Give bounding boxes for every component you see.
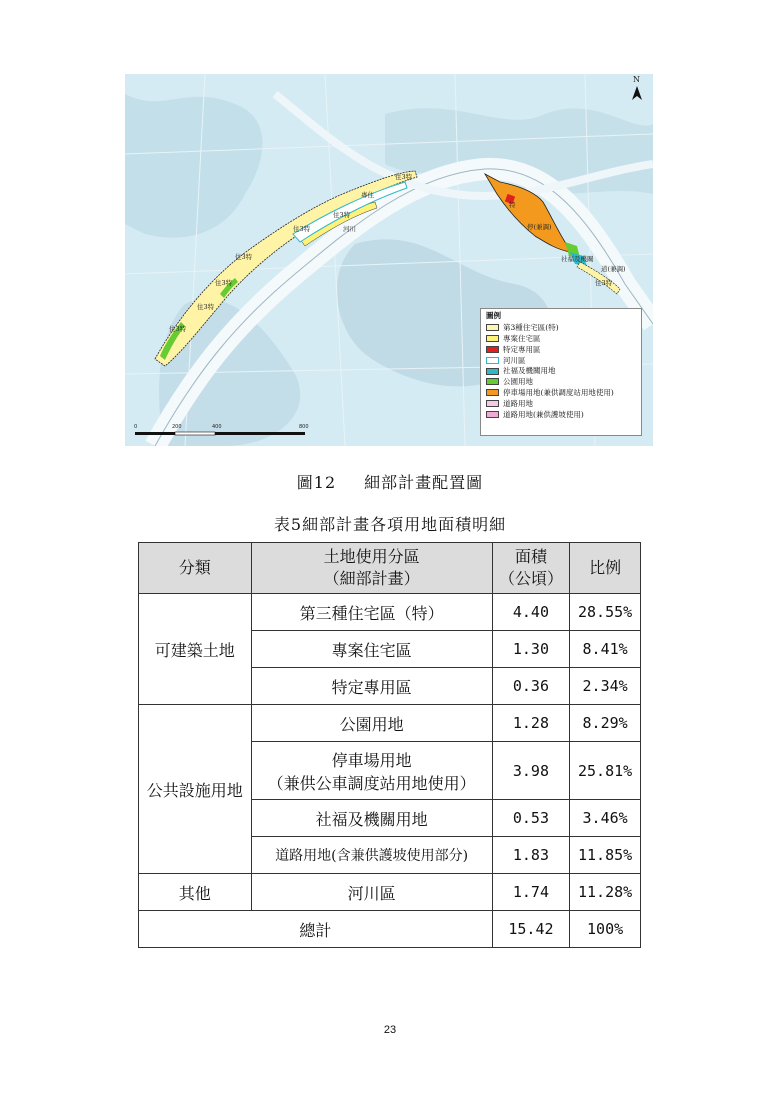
map-zone-label: 道(兼調) (601, 265, 626, 273)
legend-label: 特定專用區 (503, 344, 541, 354)
header-area-line2: （公頃） (498, 569, 563, 588)
total-label: 總計 (139, 911, 493, 948)
area-cell: 0.36 (492, 668, 570, 705)
total-area: 15.42 (492, 911, 570, 948)
map-zone-label: 住3特 (293, 225, 311, 233)
legend-label: 專案住宅區 (503, 333, 541, 343)
ratio-cell: 11.28% (570, 874, 641, 911)
figure-number: 圖12 (296, 473, 337, 492)
zone-cell: 社福及機關用地 (251, 800, 492, 837)
table-row (139, 874, 641, 911)
header-area-line1: 面積 (514, 547, 547, 566)
map-zone-label: 住3特 (235, 253, 253, 261)
ratio-cell: 8.29% (570, 705, 641, 742)
ratio-cell: 28.55% (570, 594, 641, 631)
map-zone-label: 社福及機關 (561, 255, 594, 263)
map-zone-label: 河川 (343, 225, 356, 233)
legend-item (486, 355, 636, 366)
legend-item (486, 366, 636, 377)
map-zone-label: 住3特 (395, 173, 413, 181)
legend-item (486, 333, 636, 344)
category-cell: 可建築土地 (139, 594, 252, 705)
area-cell: 1.30 (492, 631, 570, 668)
scale-label: 0 (134, 424, 138, 430)
legend-swatch (486, 346, 499, 353)
legend-swatch (486, 378, 499, 385)
map-zone-label: 專住 (361, 191, 374, 199)
ratio-cell: 2.34% (570, 668, 641, 705)
zone-line2: （兼供公車調度站用地使用） (267, 773, 476, 793)
north-label: N (633, 75, 640, 84)
ratio-cell: 8.41% (570, 631, 641, 668)
page-number: 23 (383, 1024, 397, 1036)
table-row (139, 705, 641, 742)
total-ratio: 100% (570, 911, 641, 948)
zone-cell: 河川區 (251, 874, 492, 911)
map-zone-label: 住3特 (169, 325, 187, 333)
legend-item (486, 323, 636, 334)
legend-swatch (486, 335, 499, 342)
table-row (139, 594, 641, 631)
legend-item (486, 409, 636, 420)
ratio-cell: 3.46% (570, 800, 641, 837)
header-zone-line2: （細部計畫） (323, 569, 420, 588)
legend-swatch (486, 324, 499, 331)
header-ratio: 比例 (570, 543, 641, 594)
zone-cell: 專案住宅區 (251, 631, 492, 668)
area-cell: 1.28 (492, 705, 570, 742)
ratio-cell: 25.81% (570, 742, 641, 800)
map-zone-label: 停(兼調) (527, 223, 552, 231)
legend-item (486, 387, 636, 398)
legend-label: 停車場用地(兼供調度站用地使用) (503, 387, 614, 397)
legend-label: 公園用地 (503, 377, 533, 387)
legend-label: 河川區 (503, 355, 526, 365)
legend-swatch (486, 411, 499, 418)
category-cell: 其他 (139, 874, 252, 911)
ratio-cell: 11.85% (570, 837, 641, 874)
header-category: 分類 (139, 543, 252, 594)
legend-item (486, 398, 636, 409)
legend-label: 第3種住宅區(特) (503, 323, 559, 333)
header-zone (251, 543, 492, 594)
map-zone-label: 特 (509, 201, 516, 209)
area-cell: 3.98 (492, 742, 570, 800)
map-zone-label: 住3特 (197, 303, 215, 311)
scale-label: 400 (212, 424, 222, 430)
zone-cell: 道路用地(含兼供護坡使用部分) (251, 837, 492, 874)
category-cell: 公共設施用地 (139, 705, 252, 874)
legend-title: 圖例 (486, 311, 501, 320)
header-area (492, 543, 570, 594)
map-legend (480, 308, 642, 436)
map-zone-label: 住3特 (333, 211, 351, 219)
zoning-map (125, 74, 653, 446)
map-zone-label: 住3特 (595, 279, 613, 287)
table-header-row (139, 543, 641, 594)
legend-item (486, 376, 636, 387)
scale-bar (135, 432, 305, 435)
area-cell: 1.74 (492, 874, 570, 911)
area-cell: 4.40 (492, 594, 570, 631)
zone-cell: 公園用地 (251, 705, 492, 742)
zone-cell: 第三種住宅區（特） (251, 594, 492, 631)
legend-swatch (486, 389, 499, 396)
legend-label: 道路用地(兼供護坡使用) (503, 409, 584, 419)
figure-caption (0, 470, 780, 493)
legend-swatch (486, 400, 499, 407)
zone-cell: 特定專用區 (251, 668, 492, 705)
header-zone-line1: 土地使用分區 (323, 547, 420, 566)
scale-label: 200 (172, 424, 182, 430)
table-caption: 表5細部計畫各項用地面積明細 (273, 515, 507, 534)
zone-cell (251, 742, 492, 800)
land-area-table (138, 542, 641, 948)
area-cell: 1.83 (492, 837, 570, 874)
legend-label: 道路用地 (503, 398, 533, 408)
map-zone-label: 住3特 (215, 279, 233, 287)
zone-line1: 停車場用地 (331, 750, 412, 770)
legend-item (486, 344, 636, 355)
legend-label: 社福及機關用地 (503, 366, 556, 376)
figure-title: 細部計畫配置圖 (364, 473, 484, 492)
area-cell: 0.53 (492, 800, 570, 837)
legend-swatch (486, 357, 499, 364)
scale-label: 800 (299, 424, 309, 430)
total-row (139, 911, 641, 948)
legend-swatch (486, 368, 499, 375)
